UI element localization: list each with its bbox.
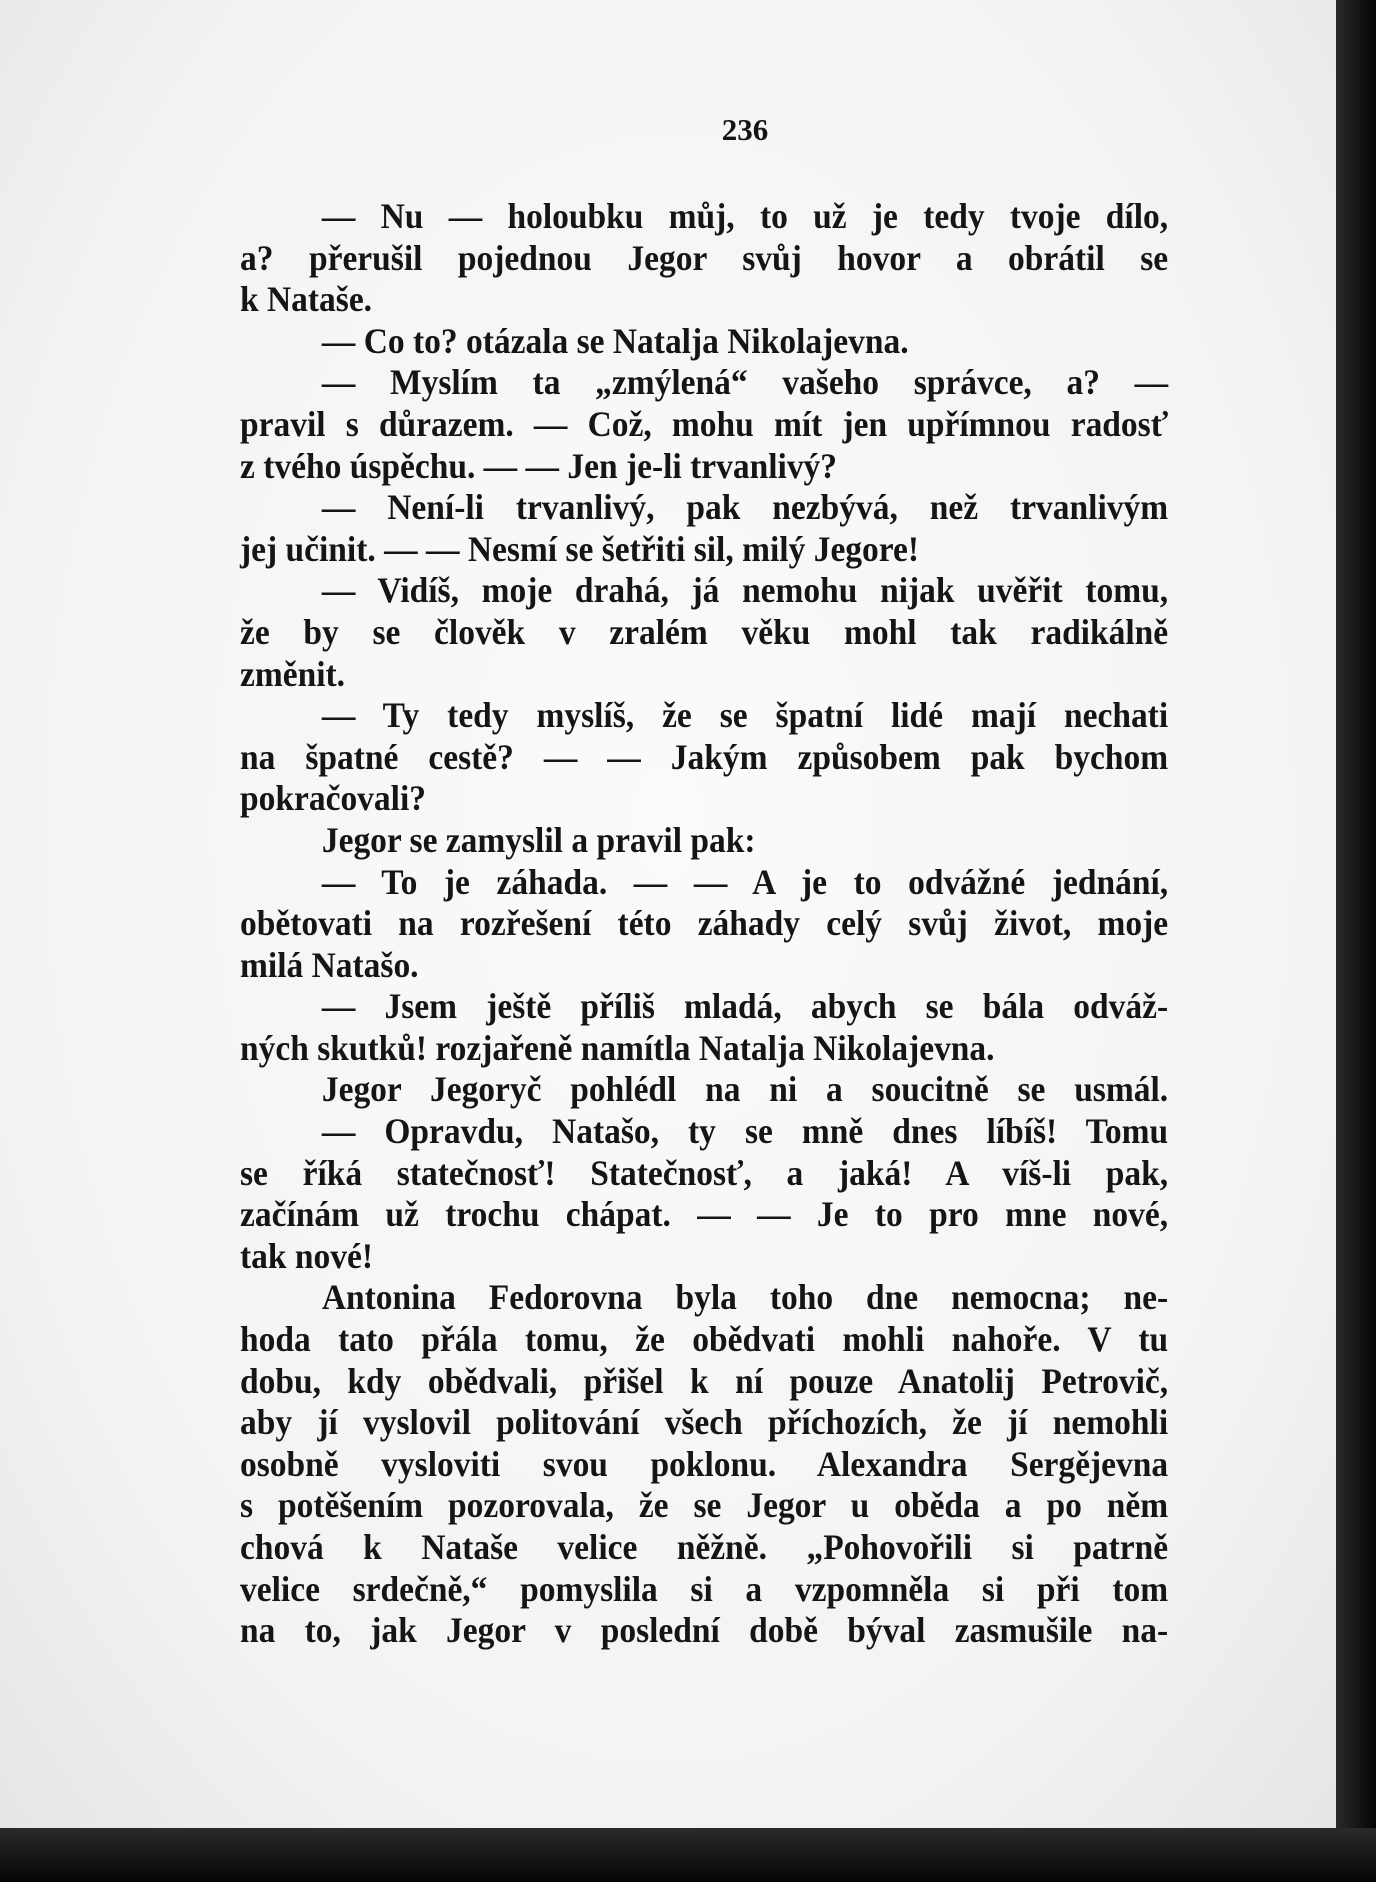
text-line: k Nataše. [240, 279, 373, 320]
text-line: Jegor Jegoryč pohlédl na ni a soucitně se usmál. [321, 1069, 1169, 1110]
text-line: s potěšením pozorovala, že se Jegor u oběda a po něm [240, 1485, 1169, 1526]
text-line: Antonina Fedorovna byla toho dne nemocna; ne- [321, 1277, 1169, 1318]
text-line: že by se člověk v zralém věku mohl tak radikálně [240, 611, 1169, 652]
body-text [240, 196, 1168, 1652]
text-line: — Jsem ještě příliš mladá, abych se bála odváž- [321, 986, 1169, 1027]
text-line: — Ty tedy myslíš, že se špatní lidé mají nechati [321, 695, 1169, 736]
scan-border-bottom [0, 1828, 1376, 1882]
text-line: z tvého úspěchu. — — Jen je-li trvanlivý? [240, 445, 838, 486]
text-line: — Není-li trvanlivý, pak nezbývá, než trvanlivým [321, 487, 1169, 528]
text-line: — Opravdu, Natašo, ty se mně dnes líbíš! Tomu [321, 1111, 1169, 1152]
text-line: začínám už trochu chápat. — — Je to pro mne nové, [240, 1194, 1169, 1235]
text-line: chová k Nataše velice něžně. „Pohovořili si patrně [240, 1527, 1169, 1567]
text-line: hoda tato přála tomu, že obědvati mohli nahoře. V tu [240, 1319, 1169, 1360]
text-line: Jegor se zamyslil a pravil pak: [321, 819, 756, 860]
text-line: pravil s důrazem. — Což, mohu mít jen upřímnou radosť [240, 403, 1169, 444]
text-line: obětovati na rozřešení této záhady celý svůj život, moje [240, 903, 1169, 944]
text-line: aby jí vyslovil politování všech příchozích, že jí nemohli [240, 1402, 1169, 1443]
text-line: tak nové! [240, 1235, 373, 1276]
text-line: — Myslím ta „zmýlená“ vašeho správce, a? — [321, 362, 1169, 403]
text-line: změnit. [240, 653, 346, 694]
text-line: jej učinit. — — Nesmí se šetřiti sil, milý Jegore! [240, 528, 920, 569]
scan-border-right [1336, 0, 1376, 1882]
text-line: a? přerušil pojednou Jegor svůj hovor a obrátil se [240, 237, 1169, 278]
text-line: osobně vysloviti svou poklonu. Alexandra Sergějevna [240, 1443, 1169, 1484]
text-line: milá Natašo. [240, 944, 419, 985]
text-line: — Nu — holoubku můj, to už je tedy tvoje dílo, [321, 196, 1169, 236]
text-line: velice srdečně,“ pomyslila si a vzpomněla si při tom [240, 1568, 1169, 1609]
text-line: dobu, kdy obědvali, přišel k ní pouze Anatolij Petrovič, [240, 1360, 1169, 1401]
text-line: — To je záhada. — — A je to odvážné jednání, [321, 861, 1169, 902]
page-number: 236 [721, 112, 769, 147]
text-line: se říká statečnosť! Statečnosť, a jaká! A víš-li pak, [240, 1152, 1169, 1193]
text-line: pokračovali? [240, 778, 427, 819]
text-line: — Vidíš, moje drahá, já nemohu nijak uvěřit tomu, [321, 570, 1169, 611]
text-line: na špatné cestě? — — Jakým způsobem pak bychom [240, 736, 1169, 777]
text-line: — Co to? otázala se Natalja Nikolajevna. [321, 320, 909, 361]
text-line: na to, jak Jegor v poslední době býval zasmušile na- [240, 1610, 1169, 1651]
text-line: ných skutků! rozjařeně namítla Natalja Nikolajevna. [240, 1027, 995, 1068]
